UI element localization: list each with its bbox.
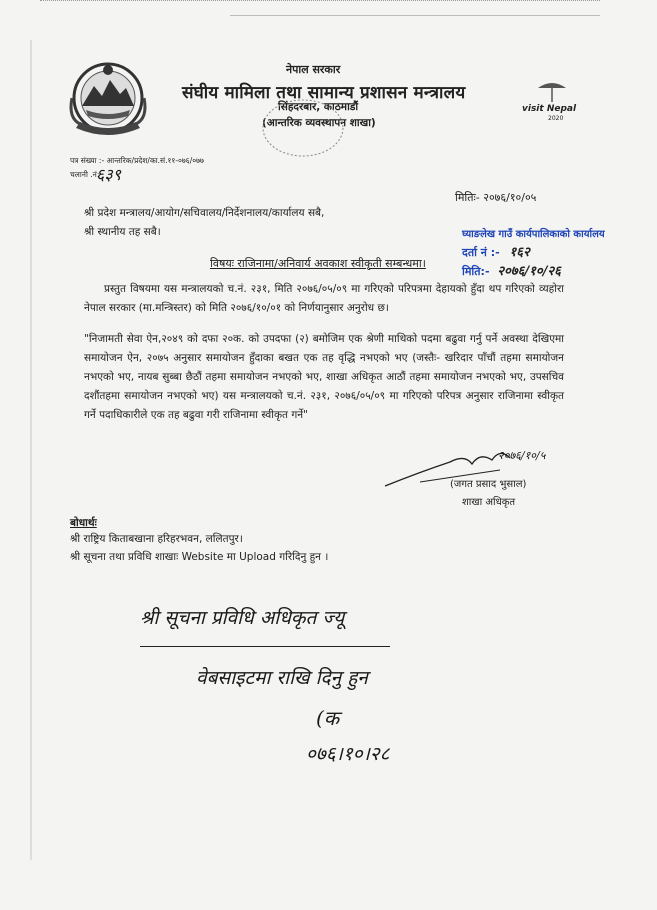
recipient-line-1: श्री प्रदेश मन्त्रालय/आयोग/सचिवालय/निर्देशनालय/कार्यालय सबै, [84,207,325,219]
bodharth-heading: बोधार्थः [70,517,97,529]
signatory-designation: शाखा अधिकृत [462,497,516,508]
patra-sankhya: पत्र संख्या :- आन्तरिक/प्रदेश/का.सं.११-०७६/०७७ [70,156,204,165]
scan-top-line [230,15,600,16]
stamp-darta-number: १६२ [509,245,530,260]
bodharth-line-1: श्री राष्ट्रिय किताबखाना हरिहरभवन, ललितपुर। [70,533,243,545]
section-label: (आन्तरिक व्यवस्थापन शाखा) [262,117,376,129]
scan-edge [30,40,32,860]
visit-nepal-text: visit Nepal [522,104,577,114]
bodharth-line-2: श्री सूचना तथा प्रविधि शाखाः Website मा Upload गरिदिनु हुन । [70,551,329,563]
stamp-darta-label: दर्ता नं :- [462,246,500,259]
govt-label: नेपाल सरकार [286,63,341,76]
signature-date: २०७६/१०/५ [498,449,546,462]
chalani-number: ६३९ [96,165,121,184]
miti-date: मितिः- २०७६/१०/०५ [455,191,537,204]
handwritten-line-4: ०७६।१०।२८ [306,743,390,765]
office-seal-icon [258,96,348,160]
body-quote: "निजामती सेवा ऐन,२०४९ को दफा २०क. को उपदफा (२) बमोजिम एक श्रेणी माथिको पदमा बढुवा गर्नु पर्ने अवस्था देखिएमा समायोजन ऐन, २०७५ अनुसार समायोजन हुँदाका बखत एक तह वृद्धि नभएको भए (जस्तैः- खरिदार पाँचौं तहमा समायोजन नभएको भए, नायब सुब्बा छैठौं तहमा समायोजन नभएको भए, शाखा अधिकृत आठौं तहमा समायोजन नभएको भए, उपसचिव दशौंतहमा समायोजन नभएको भए) यस मन्त्रालयको च.नं. २३१, २०७६/०५/०९ मा गरिएको परिपत्र अनुसार राजिनामा स्वीकृत गर्ने पदाधिकारीले एक तह बढुवा गरी राजिनामा स्वीकृत गर्ने" [84,333,564,421]
handwritten-line-3: (क [316,706,340,730]
ministry-title: संघीय मामिला तथा सामान्य प्रशासन मन्त्रालय [182,83,466,103]
location-label: सिंहदरबार, काठमाडौं [278,101,359,113]
nepal-emblem-icon [62,58,154,142]
subject-line: विषयः राजिनामा/अनिवार्य अवकाश स्वीकृती सम्बन्धमा। [210,257,426,270]
handwritten-line-2: वेबसाइटमा राखि दिनु हुन [196,667,368,689]
recipient-line-2: श्री स्थानीय तह सबै। [84,226,161,238]
body-paragraph: प्रस्तुत विषयमा यस मन्त्रालयको च.नं. २३१, मिति २०७६/०५/०९ मा गरिएको परिपत्रमा देहायको हुँदा थप गरिएको व्यहोरा नेपाल सरकार (मा.मन्त्रिस्तर) को मिति २०७६/१०/०१ को निर्णयानुसार अनुरोध छ। [84,283,564,314]
handwritten-line-1: श्री सूचना प्रविधि अधिकृत ज्यू [140,607,345,629]
chalani-label: चलानी .नं: [70,170,100,179]
stamp-office: घ्याङलेख गाउँ कार्यपालिकाको कार्यालय [462,229,605,240]
signatory-name: (जगत प्रसाद भुसाल) [450,479,527,490]
scan-top-dots [40,0,600,15]
visit-nepal-year: 2020 [548,115,564,122]
stamp-miti-label: मिति:- [462,265,490,278]
handwritten-underline [140,646,390,647]
darta-stamp [462,226,624,284]
stamp-miti-value: २०७६/१०/२६ [497,264,561,279]
